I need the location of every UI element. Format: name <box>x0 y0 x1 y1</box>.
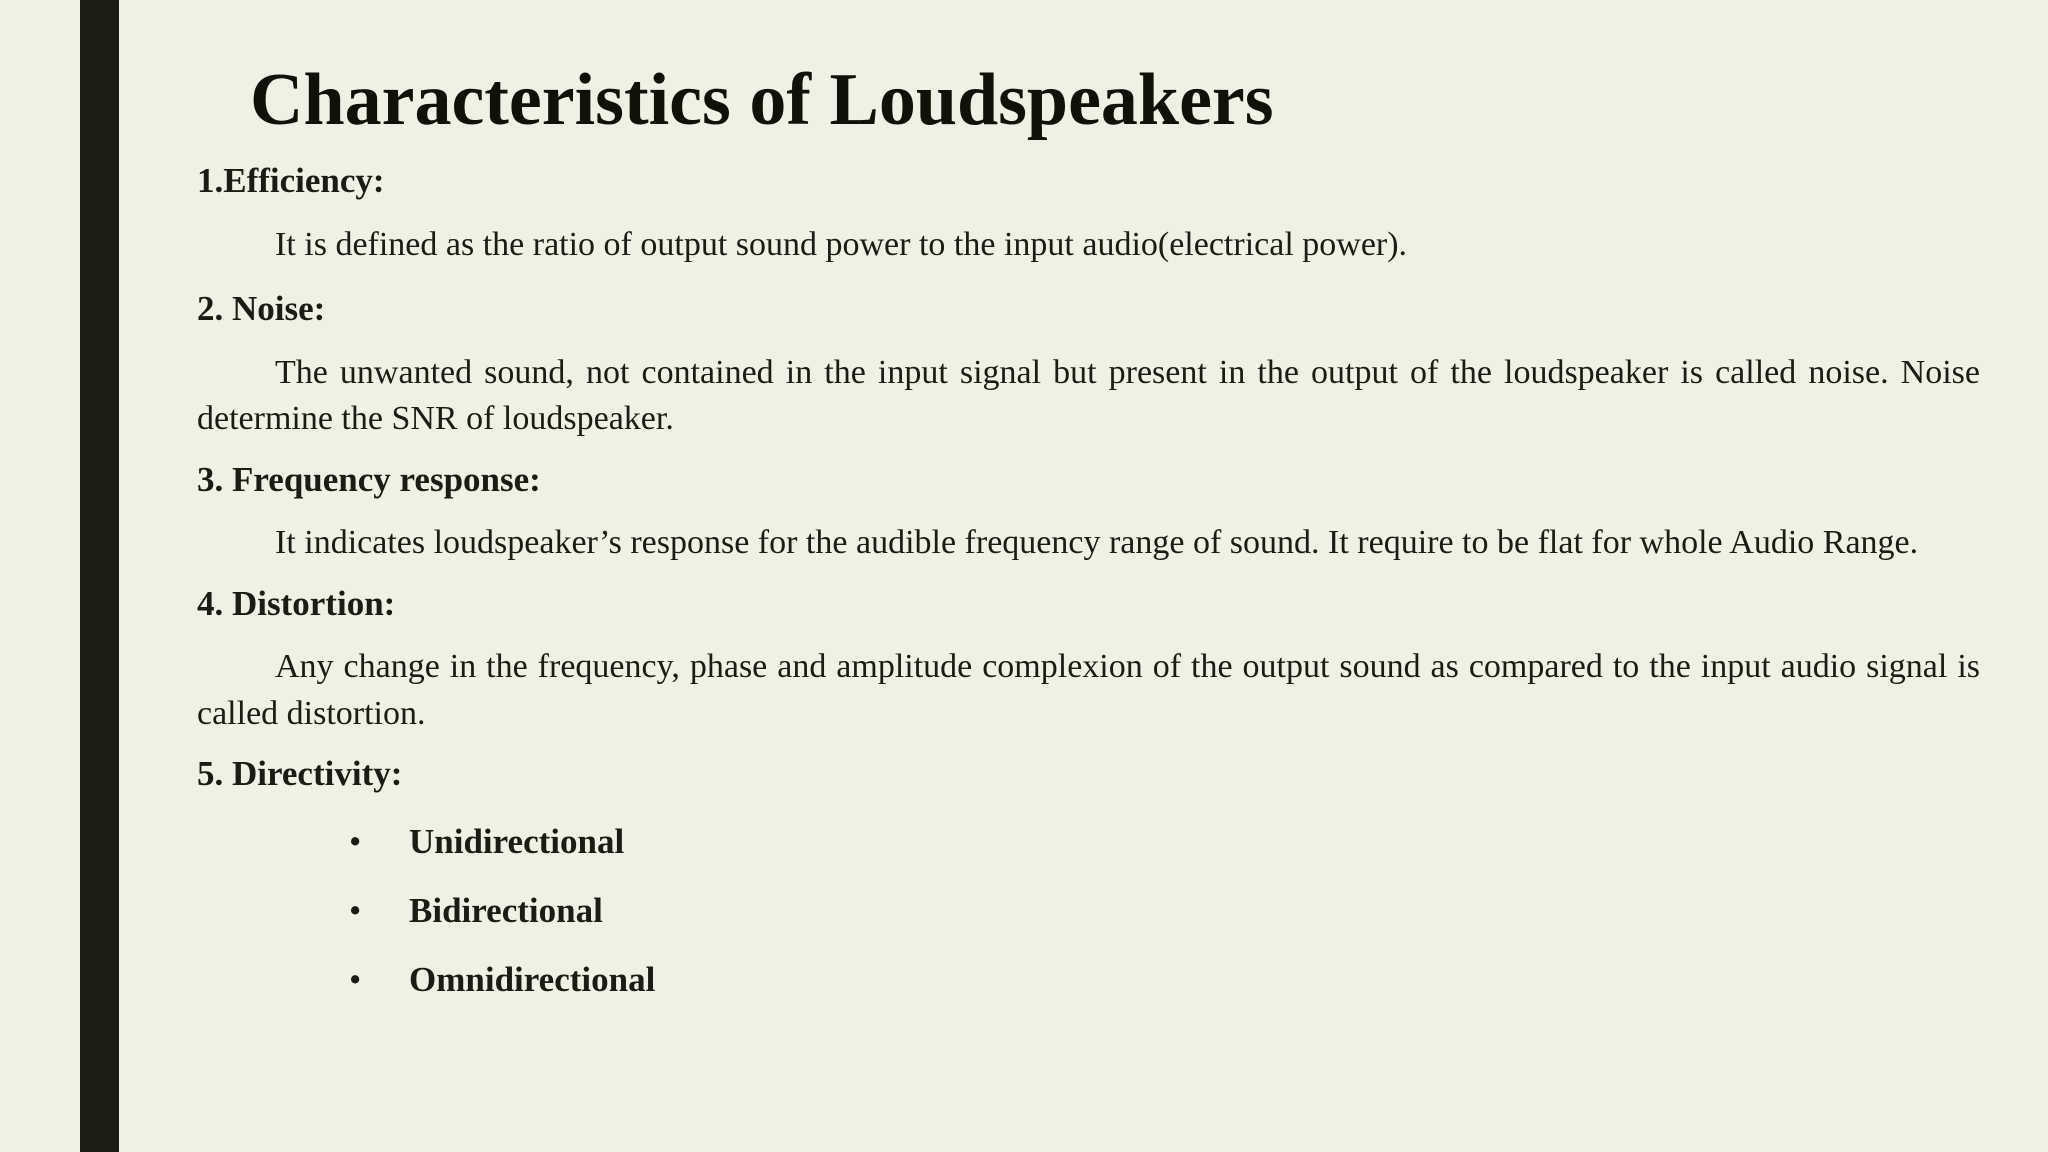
list-item <box>197 876 1980 945</box>
slide-content <box>197 158 1980 1014</box>
noise-heading: 2. Noise: <box>197 289 326 329</box>
bullet-icon: • <box>349 821 362 861</box>
list-item <box>197 807 1980 876</box>
bullet-icon: • <box>349 959 362 999</box>
list-item <box>197 945 1980 1014</box>
efficiency-text: It is defined as the ratio of output sound power to the input audio(electrical power). <box>275 225 1408 263</box>
list-item-label: Omnidirectional <box>409 959 656 999</box>
efficiency-heading: 1.Efficiency: <box>197 161 385 200</box>
frequency-response-text: It indicates loudspeaker’s response for the audible frequency range of sound. It require to be flat for whole Audio Range. <box>275 524 1919 562</box>
frequency-response-heading: 3. Frequency response: <box>197 459 541 499</box>
noise-text: The unwanted sound, not contained in the input signal but present in the output of the loudspeaker is called noise. Noise determine the SNR of loudspeaker. <box>197 353 1980 438</box>
directivity-heading: 5. Directivity: <box>197 754 403 794</box>
distortion-text: Any change in the frequency, phase and amplitude complexion of the output sound as compared to the input audio signal is called distortion. <box>197 648 1980 732</box>
directivity-list <box>197 807 1980 1014</box>
accent-bar <box>80 0 119 1152</box>
list-item-label: Bidirectional <box>409 890 603 930</box>
slide-title: Characteristics of Loudspeakers <box>250 59 1274 141</box>
list-item-label: Unidirectional <box>409 821 625 861</box>
bullet-icon: • <box>349 890 362 930</box>
distortion-heading: 4. Distortion: <box>197 583 396 623</box>
